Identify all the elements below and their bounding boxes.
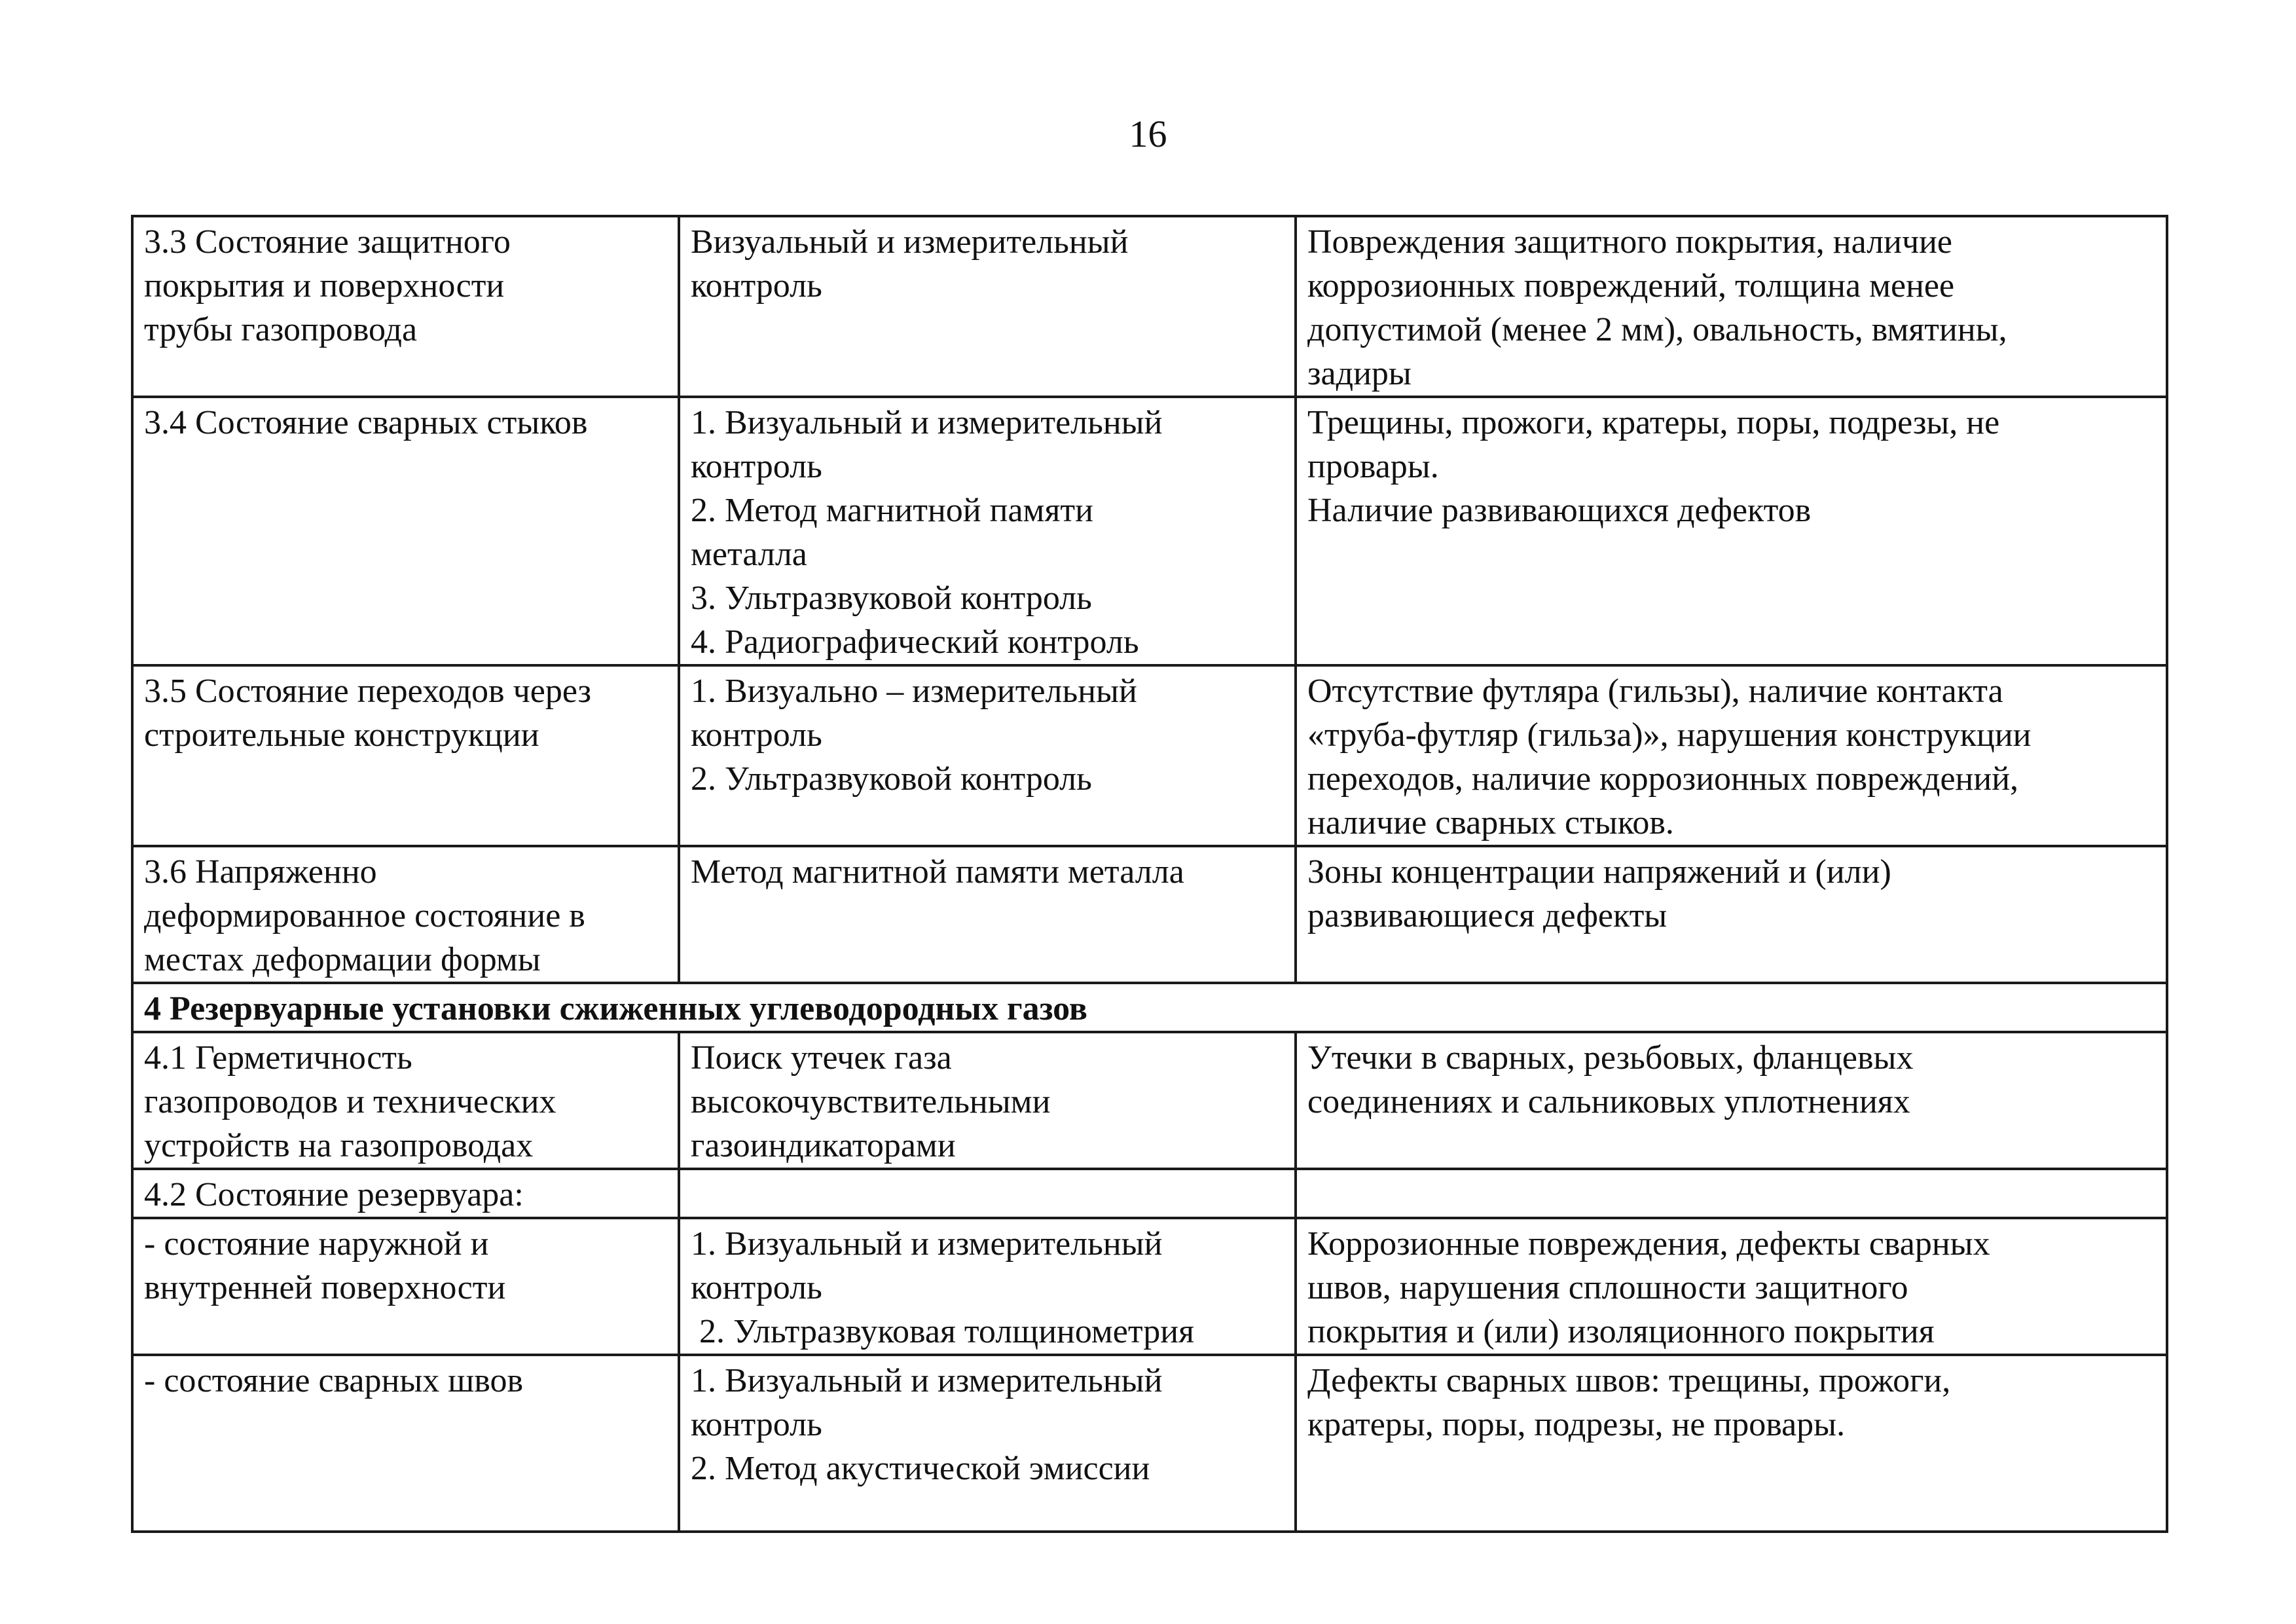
row-parameter-cell (132, 1169, 679, 1218)
cell-line: металла (691, 536, 807, 573)
cell-line: 3.4 Состояние сварных стыков (144, 404, 588, 441)
row-defects-cell (1296, 1218, 2167, 1355)
cell-line: 3.6 Напряженно (144, 853, 377, 891)
cell-line: соединениях и сальниковых уплотнениях (1307, 1083, 1910, 1120)
cell-line: местах деформации формы (144, 941, 541, 978)
cell-line: 4.1 Герметичность (144, 1039, 412, 1077)
row-defects-cell (1296, 1032, 2167, 1169)
row-method-cell (679, 846, 1296, 983)
table-row (132, 1355, 2167, 1532)
cell-line: Утечки в сварных, резьбовых, фланцевых (1307, 1039, 1914, 1077)
cell-line: Наличие развивающихся дефектов (1307, 492, 1812, 529)
row-defects-cell (1296, 216, 2167, 397)
row-defects-cell (1296, 846, 2167, 983)
section-title-cell (132, 983, 2167, 1032)
cell-line: контроль (691, 267, 822, 304)
row-method-cell (679, 216, 1296, 397)
cell-line: Повреждения защитного покрытия, наличие (1307, 223, 1953, 261)
cell-line: трубы газопровода (144, 311, 418, 348)
cell-line: газоиндикаторами (691, 1127, 956, 1164)
row-defects-cell (1296, 397, 2167, 665)
cell-line: 4.2 Состояние резервуара: (144, 1176, 524, 1213)
table-row (132, 216, 2167, 397)
cell-line: 3. Ультразвуковой контроль (691, 580, 1092, 617)
cell-line: - состояние наружной и (144, 1225, 489, 1263)
cell-line: устройств на газопроводах (144, 1127, 534, 1164)
row-parameter-cell (132, 1032, 679, 1169)
cell-line: контроль (691, 448, 822, 485)
cell-line: контроль (691, 1406, 822, 1443)
row-method-cell (679, 397, 1296, 665)
cell-line: 1. Визуальный и измерительный (691, 1225, 1163, 1263)
cell-line: развивающиеся дефекты (1307, 897, 1667, 934)
cell-line: 1. Визуально – измерительный (691, 673, 1137, 710)
table-row (132, 397, 2167, 665)
cell-line: 3.5 Состояние переходов через (144, 673, 592, 710)
row-parameter-cell (132, 1218, 679, 1355)
table-row (132, 665, 2167, 846)
row-method-cell (679, 665, 1296, 846)
row-defects-cell (1296, 1169, 2167, 1218)
row-method-cell (679, 1218, 1296, 1355)
cell-line: Коррозионные повреждения, дефекты сварных (1307, 1225, 1990, 1263)
cell-line: 1. Визуальный и измерительный (691, 404, 1163, 441)
row-method-cell (679, 1032, 1296, 1169)
cell-line: Поиск утечек газа (691, 1039, 952, 1077)
cell-line: допустимой (менее 2 мм), овальность, вмятины, (1307, 311, 2007, 348)
cell-line: Отсутствие футляра (гильзы), наличие контакта (1307, 673, 2003, 710)
cell-line: провары. (1307, 448, 1439, 485)
cell-line: Визуальный и измерительный (691, 223, 1129, 261)
row-method-cell (679, 1355, 1296, 1532)
row-parameter-cell (132, 216, 679, 397)
cell-line: деформированное состояние в (144, 897, 585, 934)
row-defects-cell (1296, 665, 2167, 846)
row-defects-cell (1296, 1355, 2167, 1532)
cell-line: 2. Ультразвуковой контроль (691, 760, 1092, 798)
cell-line: покрытия и поверхности (144, 267, 505, 304)
row-method-cell (679, 1169, 1296, 1218)
table-row (132, 1169, 2167, 1218)
cell-line: Трещины, прожоги, кратеры, поры, подрезы, не (1307, 404, 2000, 441)
cell-line: - состояние сварных швов (144, 1362, 524, 1399)
cell-line: высокочувствительными (691, 1083, 1051, 1120)
cell-line: 2. Метод акустической эмиссии (691, 1450, 1150, 1487)
cell-line: 4. Радиографический контроль (691, 623, 1139, 661)
row-parameter-cell (132, 1355, 679, 1532)
cell-line: наличие сварных стыков. (1307, 804, 1674, 841)
cell-line: швов, нарушения сплошности защитного (1307, 1269, 1908, 1306)
inspection-table (131, 215, 2168, 1533)
cell-line: Дефекты сварных швов: трещины, прожоги, (1307, 1362, 1951, 1399)
row-parameter-cell (132, 846, 679, 983)
table-row (132, 1218, 2167, 1355)
cell-line: Метод магнитной памяти металла (691, 853, 1184, 891)
cell-line: газопроводов и технических (144, 1083, 556, 1120)
row-parameter-cell (132, 397, 679, 665)
section-title: 4 Резервуарные установки сжиженных углеводородных газов (144, 990, 1087, 1027)
cell-line: внутренней поверхности (144, 1269, 506, 1306)
cell-line: контроль (691, 716, 822, 754)
table-row (132, 1032, 2167, 1169)
cell-line: контроль (691, 1269, 822, 1306)
cell-line: 1. Визуальный и измерительный (691, 1362, 1163, 1399)
cell-line: переходов, наличие коррозионных повреждений, (1307, 760, 2019, 798)
cell-line: Зоны концентрации напряжений и (или) (1307, 853, 1891, 891)
table-row (132, 846, 2167, 983)
cell-line: коррозионных повреждений, толщина менее (1307, 267, 1955, 304)
cell-line: строительные конструкции (144, 716, 539, 754)
row-parameter-cell (132, 665, 679, 846)
page-number: 16 (1129, 113, 1167, 155)
cell-line: 2. Ультразвуковая толщинометрия (691, 1313, 1194, 1350)
section-header-row (132, 983, 2167, 1032)
cell-line: «труба-футляр (гильза)», нарушения конструкции (1307, 716, 2032, 754)
cell-line: 3.3 Состояние защитного (144, 223, 511, 261)
cell-line: 2. Метод магнитной памяти (691, 492, 1093, 529)
cell-line: покрытия и (или) изоляционного покрытия (1307, 1313, 1935, 1350)
cell-line: задиры (1307, 355, 1412, 392)
cell-line: кратеры, поры, подрезы, не провары. (1307, 1406, 1846, 1443)
